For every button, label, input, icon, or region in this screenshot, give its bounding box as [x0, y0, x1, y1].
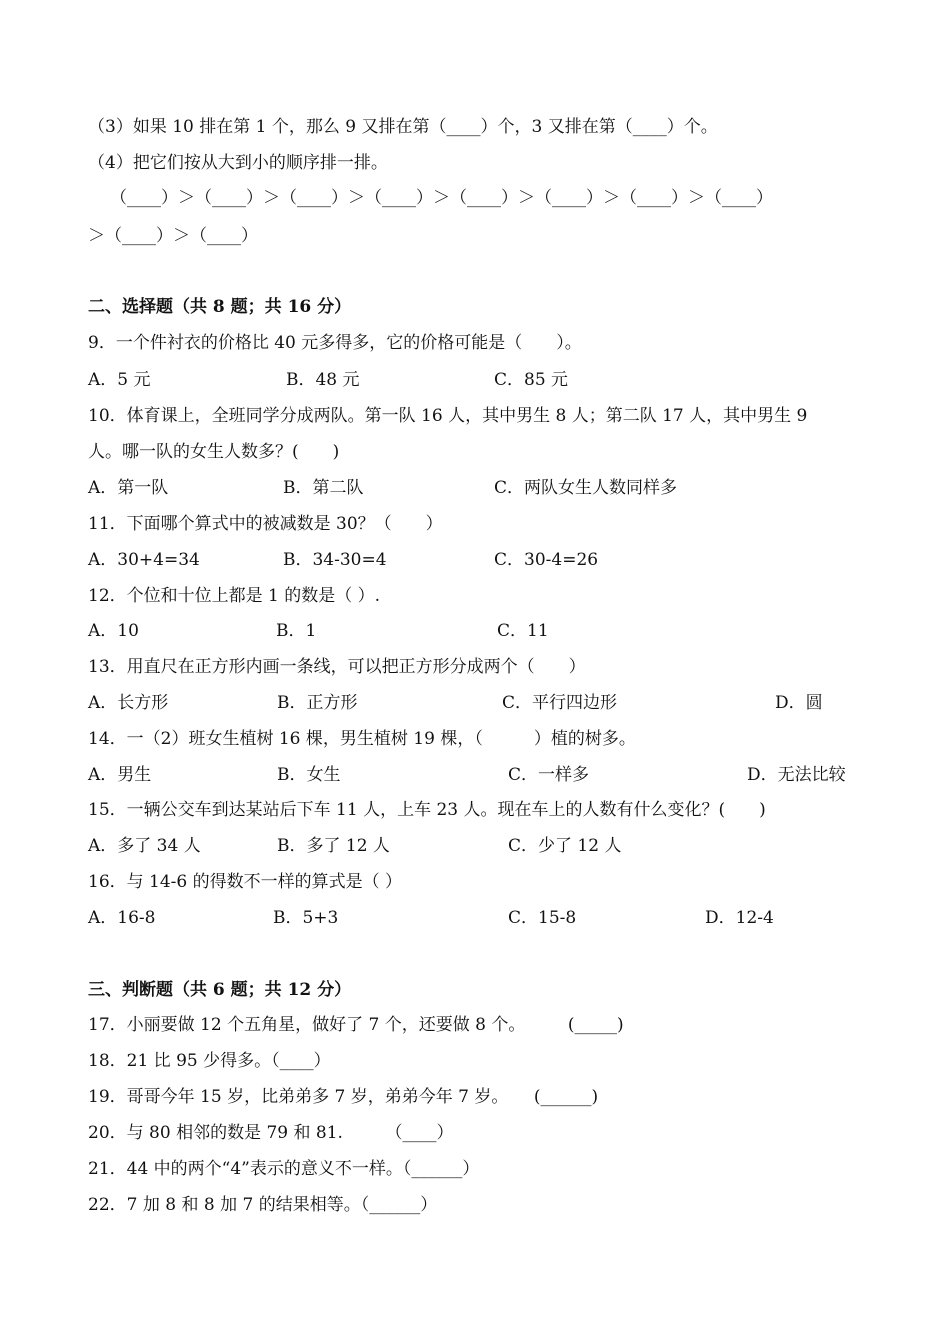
question-10-option-c: C．两队女生人数同样多 — [494, 478, 678, 498]
question-9-option-a: A．5 元 — [88, 370, 151, 390]
question-11-option-b: B．34-30=4 — [283, 550, 387, 570]
question-10-option-a: A．第一队 — [88, 478, 169, 498]
judgment-item-21: 21．44 中的两个“4”表示的意义不一样。（______） — [88, 1159, 480, 1179]
question-10-stem-continued: 人。哪一队的女生人数多？( ) — [88, 442, 340, 462]
question-14-option-d: D．无法比较 — [747, 765, 846, 785]
question-13-option-b: B．正方形 — [277, 693, 358, 713]
question-12-option-a: A．10 — [88, 621, 139, 641]
question-13-option-c: C．平行四边形 — [502, 693, 618, 713]
question-4-text: （4）把它们按从大到小的顺序排一排。 — [88, 153, 388, 173]
question-9-stem: 9．一个件衬衣的价格比 40 元多得多，它的价格可能是（ ）。 — [88, 333, 582, 353]
question-11-option-a: A．30+4=34 — [88, 550, 200, 570]
question-10-option-b: B．第二队 — [283, 478, 364, 498]
judgment-item-19: 19．哥哥今年 15 岁，比弟弟多 7 岁，弟弟今年 7 岁。 (______) — [88, 1087, 599, 1107]
order-blanks-line-2: ＞（____）＞（____） — [88, 226, 258, 246]
section-2-heading: 二、选择题（共 8 题；共 16 分） — [88, 297, 352, 317]
section-3-heading: 三、判断题（共 6 题；共 12 分） — [88, 980, 352, 1000]
question-3-text: （3）如果 10 排在第 1 个，那么 9 又排在第（____）个，3 又排在第（____）个。 — [88, 117, 718, 137]
question-9-option-c: C．85 元 — [494, 370, 569, 390]
question-13-stem: 13．用直尺在正方形内画一条线，可以把正方形分成两个（ ） — [88, 657, 586, 677]
question-15-option-b: B．多了 12 人 — [277, 836, 390, 856]
question-16-option-a: A．16-8 — [88, 908, 156, 928]
question-13-option-a: A．长方形 — [88, 693, 169, 713]
question-16-option-c: C．15-8 — [508, 908, 577, 928]
question-16-option-d: D．12-4 — [705, 908, 774, 928]
judgment-item-20: 20．与 80 相邻的数是 79 和 81. （____） — [88, 1123, 454, 1143]
order-blanks-line-1: （____）＞（____）＞（____）＞（____）＞（____）＞（____）＞（____）＞（____） — [110, 188, 773, 208]
question-14-option-b: B．女生 — [277, 765, 341, 785]
judgment-item-22: 22．7 加 8 和 8 加 7 的结果相等。（______） — [88, 1195, 438, 1215]
question-13-option-d: D．圆 — [775, 693, 823, 713]
question-12-option-b: B．1 — [276, 621, 317, 641]
judgment-item-17: 17．小丽要做 12 个五角星，做好了 7 个，还要做 8 个。 (_____) — [88, 1015, 624, 1035]
question-14-option-a: A．男生 — [88, 765, 152, 785]
question-15-option-a: A．多了 34 人 — [88, 836, 201, 856]
question-9-option-b: B．48 元 — [286, 370, 360, 390]
question-16-option-b: B．5+3 — [273, 908, 339, 928]
question-15-option-c: C．少了 12 人 — [508, 836, 622, 856]
question-11-stem: 11．下面哪个算式中的被减数是 30？（ ） — [88, 514, 443, 534]
question-15-stem: 15．一辆公交车到达某站后下车 11 人，上车 23 人。现在车上的人数有什么变化？( ) — [88, 800, 766, 820]
question-11-option-c: C．30-4=26 — [494, 550, 599, 570]
question-16-stem: 16．与 14-6 的得数不一样的算式是（ ） — [88, 872, 403, 892]
question-10-stem: 10．体育课上，全班同学分成两队。第一队 16 人，其中男生 8 人；第二队 17 人，其中男生 9 — [88, 406, 808, 426]
question-14-option-c: C．一样多 — [508, 765, 590, 785]
question-12-stem: 12．个位和十位上都是 1 的数是（ ）. — [88, 586, 381, 606]
judgment-item-18: 18．21 比 95 少得多。（____） — [88, 1051, 331, 1071]
question-14-stem: 14．一（2）班女生植树 16 棵，男生植树 19 棵，（ ）植的树多。 — [88, 729, 636, 749]
question-12-option-c: C．11 — [497, 621, 549, 641]
